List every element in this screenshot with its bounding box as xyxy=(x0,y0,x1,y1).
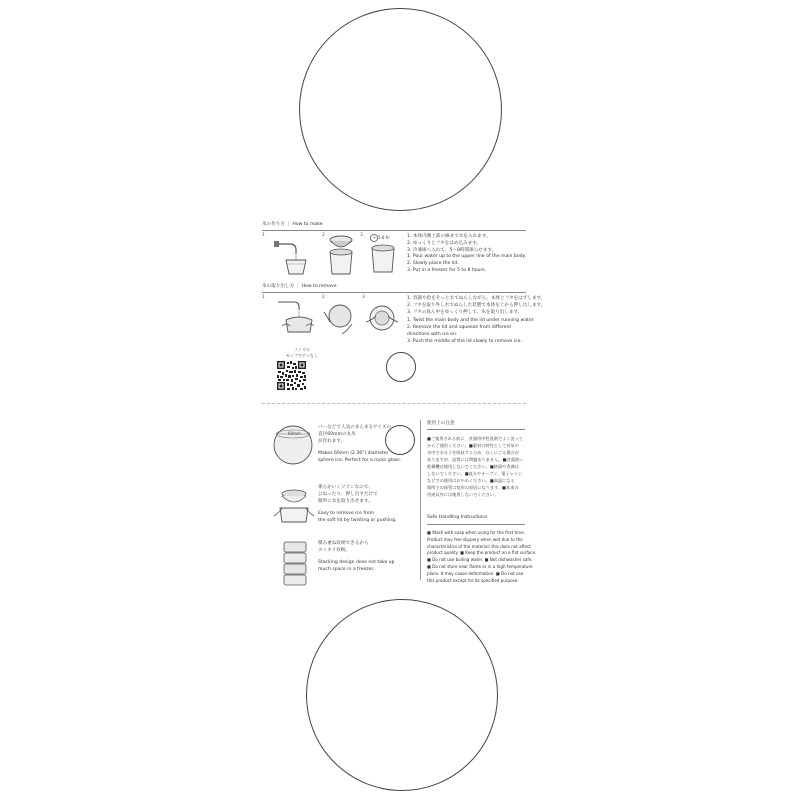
qr-code-icon[interactable] xyxy=(276,360,307,391)
bottom-circle-outline xyxy=(306,599,498,791)
make-step-number: 1 xyxy=(262,233,265,238)
remove-step-jp: 2. フタを取り外し水でぬらした状態で本体を上から押し出します。 xyxy=(407,303,546,308)
remove-step-en: 1. Twist the main body and the lid under running water. xyxy=(407,318,535,323)
safety-en-line: ■ Do not use boiling water. ■ Not dishwasher safe. xyxy=(427,557,533,563)
safety-en-line: ■ Wash with soap when using for the first time. xyxy=(427,530,526,535)
make-step-number: 2 xyxy=(322,233,325,238)
make-steps-jp xyxy=(407,233,496,254)
safety-jp-line: 乾燥機は使用しないでください。■熱湯や煮沸は xyxy=(427,464,519,469)
place-lid-illustration xyxy=(326,234,356,278)
make-title-en: How to make xyxy=(292,222,323,227)
feature-sphere-jp: 直径60mmの丸氷 xyxy=(318,432,356,437)
feature-stack-en: much space in a freezer. xyxy=(318,567,375,572)
safety-jp-line: ありますが、品質には問題ありません。■食器洗い xyxy=(427,457,524,462)
make-step-jp: 2. ゆっくりとフタをはめ込みます。 xyxy=(407,241,482,246)
make-step-en: 3. Put in a freezer for 5 to 8 hours. xyxy=(407,268,487,273)
safety-title-rule xyxy=(427,429,525,430)
feature-easy-jp: 柔らかいシリコンなので、 xyxy=(318,485,373,490)
feature-stack-en: Stacking design does not take up xyxy=(318,560,395,565)
remove-section-header: 氷の取り出し方 | How to remove xyxy=(262,284,337,289)
safety-en-line: this product except for its specified purpose. xyxy=(427,577,519,583)
safety-title-en: Safe Handling Instructions xyxy=(427,515,488,520)
remove-step-number: 2 xyxy=(322,295,325,300)
make-section-header: 氷の作り方 | How to make xyxy=(262,222,323,227)
safety-jp-line: 水中で水分子を吸収するため、白くにごる場合が xyxy=(427,450,519,455)
remove-title-en: How to remove xyxy=(301,284,337,289)
safety-jp-line: ■ご使用される前に、食器用中性洗剤でよく洗って xyxy=(427,436,524,441)
safety-en-title-rule xyxy=(427,524,525,525)
feature-easy-jp: ひねったり、押し出すだけで xyxy=(318,492,378,497)
easy-remove-illustration xyxy=(272,482,316,528)
make-title-jp: 氷の作り方 xyxy=(262,222,285,227)
top-circle-outline xyxy=(299,8,502,211)
feature-sphere-en: Makes 60mm (2.36") diameter xyxy=(318,451,389,456)
make-header-rule xyxy=(262,230,526,231)
remove-step-number: 1 xyxy=(262,295,265,300)
safety-jp-line: 用途以外には使用しないでください。 xyxy=(427,492,499,497)
feature-sphere-text xyxy=(318,424,401,464)
faucet-pour-illustration xyxy=(272,238,316,276)
feature-sphere-jp: が作れます。 xyxy=(318,439,346,444)
twist-under-water-illustration xyxy=(276,296,318,336)
make-step-jp: 3. 冷凍庫へ入れて、5〜8時間凍らせます。 xyxy=(407,248,497,253)
remove-step-en: 2. Remove the lid and squeeze from different xyxy=(407,325,512,330)
sphere-dimension-label: 60mm xyxy=(288,431,301,436)
safety-en-line: ■ Do not store near flame or in a high temperature xyxy=(427,563,533,569)
safety-jp-line: からご使用ください。■素材の特性として外気や xyxy=(427,443,519,448)
feature-easy-en: the soft lid by twisting or pushing. xyxy=(318,518,397,523)
push-lid-illustration xyxy=(364,298,400,338)
remove-step-en: 3. Push the middle of the lid slowly to remove ice. xyxy=(407,339,522,344)
safety-en-line: characteristics of the material; this does not affect xyxy=(427,543,531,549)
squeeze-ice-illustration xyxy=(322,298,356,338)
timer-label: 5-8 hr xyxy=(378,235,390,240)
remove-steps-en xyxy=(407,317,535,345)
remove-step-jp: 1. 容器や指をそっと水でぬらしながら、本体とフタをはずします。 xyxy=(407,296,546,301)
remove-steps-jp xyxy=(407,295,545,316)
safety-title-jp: 使用上の注意 xyxy=(427,421,455,426)
qr-caption xyxy=(286,347,318,359)
safety-en-line: Product may feel slippery when wet due to the xyxy=(427,536,523,542)
small-circle-outline xyxy=(386,352,416,382)
feature-stack-jp: スッキリ収納。 xyxy=(318,548,351,553)
safety-en-text xyxy=(427,530,536,584)
safety-en-line: place. It may cause deformation. ■ Do not use xyxy=(427,570,524,576)
make-step-number: 3 xyxy=(360,233,363,238)
make-step-en: 1. Pour water up to the upper line of the main body. xyxy=(407,254,527,259)
feature-easy-jp: 簡単に氷を取り出せます。 xyxy=(318,499,373,504)
qr-caption-line2: モップでゲンなし xyxy=(286,353,318,358)
feature-sphere-en: sphere ice. Perfect for a rocks glass. xyxy=(318,458,402,463)
column-divider xyxy=(420,420,421,580)
remove-title-jp: 氷の取り出し方 xyxy=(262,284,295,289)
remove-step-jp: 3. フタの真ん中をゆっくり押して、氷を取り出します。 xyxy=(407,310,523,315)
feature-stack-jp: 積み重ね収納できるから xyxy=(318,541,369,546)
feature-sphere-jp: バーなどで人気のまんまるサイズの xyxy=(318,425,392,430)
remove-header-rule xyxy=(262,292,526,293)
ice-sphere-illustration xyxy=(270,420,316,466)
safety-en-line: product quality. ■ Keep the product on a flat surface. xyxy=(427,550,537,556)
feature-stack-text xyxy=(318,540,395,573)
make-step-jp: 1. 本体内側上部の線まで水を入れます。 xyxy=(407,234,491,239)
make-steps-en xyxy=(407,253,526,274)
safety-jp-line: 場所での保管は変形の原因になります。■本来の xyxy=(427,485,519,490)
remove-step-number: 3 xyxy=(362,295,365,300)
qr-caption-line1: ノイズの xyxy=(294,347,310,352)
stacking-illustration xyxy=(280,538,310,588)
safety-jp-line: しないでください。■直火やオーブン、電子レンジ xyxy=(427,471,523,476)
safety-jp-text xyxy=(427,435,523,498)
feature-easy-en: Easy to remove ice from xyxy=(318,511,375,516)
fold-line xyxy=(262,403,526,404)
feature-easy-text xyxy=(318,484,396,524)
make-step-en: 2. Slowly place the lid. xyxy=(407,261,459,266)
remove-step-en: directions with ice on. xyxy=(407,332,458,337)
safety-jp-line: などでの使用はおやめください。■高温になる xyxy=(427,478,515,483)
